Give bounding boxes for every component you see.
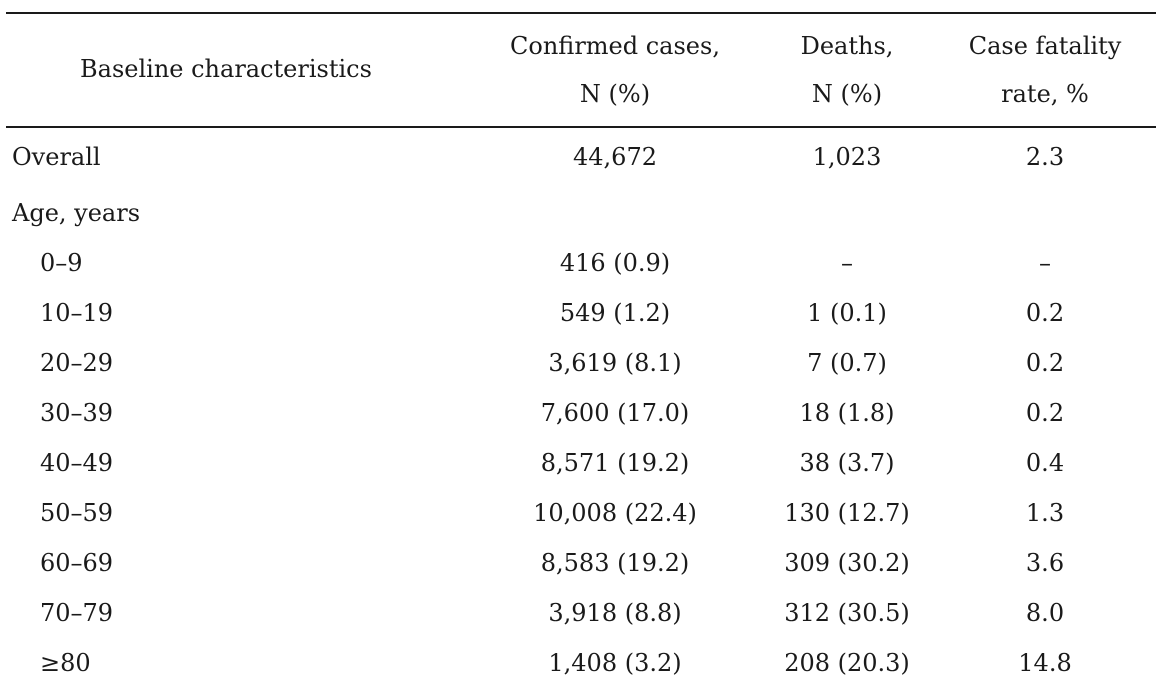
top-rule bbox=[6, 12, 1156, 14]
overall-cfr: 2.3 bbox=[1025, 143, 1065, 171]
header-deaths-line1: Deaths, bbox=[800, 32, 894, 60]
age-group-label: Age, years bbox=[12, 199, 141, 227]
header-baseline-characteristics: Baseline characteristics bbox=[80, 55, 372, 83]
row-label: 60–69 bbox=[40, 549, 114, 577]
row-deaths: 7 (0.7) bbox=[807, 349, 887, 377]
row-confirmed: 10,008 (22.4) bbox=[533, 499, 697, 527]
row-deaths: 1 (0.1) bbox=[807, 299, 887, 327]
row-label: ≥80 bbox=[40, 649, 91, 677]
row-cfr: 0.4 bbox=[1025, 449, 1065, 477]
row-label: 30–39 bbox=[40, 399, 114, 427]
row-label: 50–59 bbox=[40, 499, 114, 527]
overall-deaths: 1,023 bbox=[812, 143, 882, 171]
row-label: 20–29 bbox=[40, 349, 114, 377]
overall-confirmed: 44,672 bbox=[573, 143, 657, 171]
row-cfr: 0.2 bbox=[1025, 399, 1065, 427]
header-deaths bbox=[801, 22, 894, 118]
row-cfr: 8.0 bbox=[1025, 599, 1065, 627]
row-confirmed: 416 (0.9) bbox=[559, 249, 671, 277]
row-label: 10–19 bbox=[40, 299, 114, 327]
header-confirmed-line2: N (%) bbox=[579, 80, 651, 108]
row-deaths: 309 (30.2) bbox=[784, 549, 910, 577]
row-cfr: 14.8 bbox=[1018, 649, 1072, 677]
row-label: 0–9 bbox=[40, 249, 83, 277]
row-deaths: 130 (12.7) bbox=[784, 499, 910, 527]
row-confirmed: 7,600 (17.0) bbox=[540, 399, 690, 427]
row-deaths: – bbox=[841, 249, 853, 277]
row-cfr: 0.2 bbox=[1025, 349, 1065, 377]
row-label: 40–49 bbox=[40, 449, 114, 477]
row-cfr: – bbox=[1039, 249, 1051, 277]
row-confirmed: 3,619 (8.1) bbox=[548, 349, 682, 377]
row-deaths: 312 (30.5) bbox=[784, 599, 910, 627]
row-confirmed: 3,918 (8.8) bbox=[548, 599, 682, 627]
header-deaths-line2: N (%) bbox=[811, 80, 883, 108]
header-confirmed-line1: Confirmed cases, bbox=[510, 32, 720, 60]
header-confirmed-cases bbox=[510, 22, 720, 118]
row-confirmed: 8,583 (19.2) bbox=[540, 549, 690, 577]
header-case-fatality-rate bbox=[969, 22, 1122, 118]
row-confirmed: 8,571 (19.2) bbox=[540, 449, 690, 477]
header-cfr-line2: rate, % bbox=[1001, 80, 1089, 108]
row-cfr: 3.6 bbox=[1025, 549, 1065, 577]
row-deaths: 38 (3.7) bbox=[799, 449, 895, 477]
row-label: 70–79 bbox=[40, 599, 114, 627]
row-confirmed: 1,408 (3.2) bbox=[548, 649, 682, 677]
row-cfr: 0.2 bbox=[1025, 299, 1065, 327]
row-deaths: 208 (20.3) bbox=[784, 649, 910, 677]
row-confirmed: 549 (1.2) bbox=[559, 299, 671, 327]
overall-label: Overall bbox=[12, 143, 101, 171]
header-cfr-line1: Case fatality bbox=[968, 32, 1122, 60]
row-deaths: 18 (1.8) bbox=[799, 399, 895, 427]
row-cfr: 1.3 bbox=[1025, 499, 1065, 527]
header-rule bbox=[6, 126, 1156, 128]
